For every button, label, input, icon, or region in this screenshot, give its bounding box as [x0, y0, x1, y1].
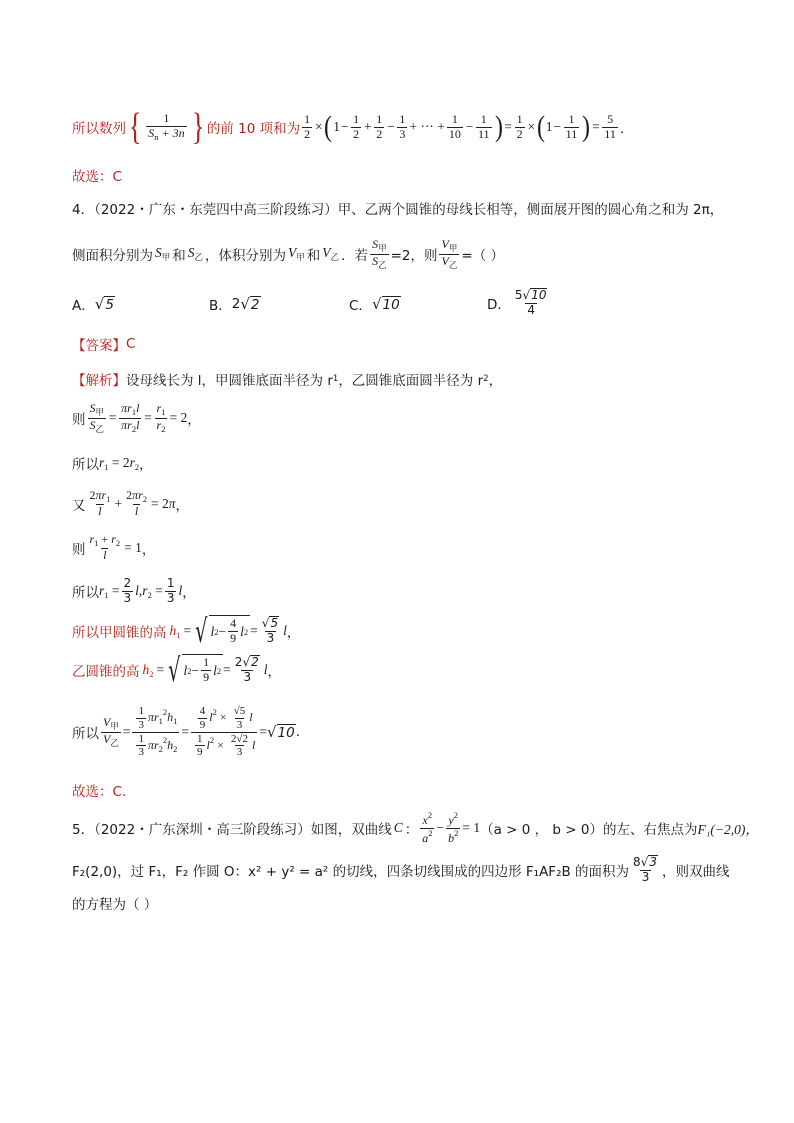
q5-line3: 的方程为（ ） — [72, 897, 158, 913]
angle-sum-line: 又 $\frac{2\pi r_1}{l}$ + $\frac{2\pi r_2}{l}$ = 2π ， — [72, 487, 190, 519]
option-d[interactable]: D． 5 √ 10 4 — [487, 288, 547, 317]
height-jia-line: 所以甲圆锥的高 $h_1$ = √ l 2 − $\frac{4}{9}$ l 2 = √ 5 3 l ， — [72, 612, 301, 650]
q4-choice: 故选：C. — [72, 784, 127, 800]
prev-choice: 故选：C — [72, 169, 122, 185]
answer-line — [72, 334, 135, 354]
prev-solution-sum-line — [72, 104, 633, 150]
sum-r-line: 则 $\frac{r_1 + r_2}{l}$ = 1 ， — [72, 531, 156, 563]
height-yi-line: 乙圆锥的高 $h_2$ = √ l 2 − $\frac{1}{9}$ l 2 = 2 √ 2 3 l ， — [72, 651, 281, 689]
q4-head: 4．（2022・广东・东莞四中高三阶段练习）甲、乙两个圆锥的母线长相等，侧面展开图的圆心角之和为 2π， — [72, 202, 724, 218]
right-brace: } — [191, 106, 205, 148]
r-values-line: 所以 $r_1$ = $\frac{2}{3}$ $l,r_2$ = $\frac{1}{3}$ l ， — [72, 575, 196, 605]
option-c[interactable]: C． √ 10 — [349, 295, 400, 314]
answer-label: 【答案】 — [72, 338, 126, 354]
option-b[interactable]: B． 2 √ 2 — [209, 295, 260, 314]
option-a[interactable]: A． √ 5 — [72, 295, 114, 314]
sum-mid-text: 的前 10 项和为 — [206, 121, 301, 137]
q4-line2: 侧面积分别为 $S_甲$ 和 $S_乙$ ，体积分别为 $V_甲$ 和 $V_乙$ ．若 $\frac{S_甲}{S_乙}$ =2，则 $\frac{V_甲}{V_乙}$ =（ ） — [72, 236, 504, 270]
ratio-line: 则 $\frac{S_甲}{S_乙}$ = $\frac{\pi r_1l}{\pi r_2l}$ = $\frac{r_1}{r_2}$ = 2 ， — [72, 400, 201, 434]
q5-line1: 5．（2022・广东深圳・高三阶段练习）如图，双曲线 C ： $\frac{x^2}{a^2}$ − $\frac{y^2}{b^2}$ = 1 （a > 0 ， b > 0）的左、右焦点为 F₁(−2,0)， — [72, 809, 759, 845]
sum-result-fraction: $\frac{5}{11}$ — [604, 111, 616, 141]
q5-line2: F₂(2,0)，过 F₁，F₂ 作圆 O：x² + y² = a² 的切线，四条切线围成的四边形 F₁AF₂B 的面积为 8 √ 3 3 ，则双曲线 — [72, 855, 730, 884]
answer-value: C — [126, 336, 136, 352]
left-brace: { — [128, 106, 142, 148]
r-relation-line: 所以 $r_1 = 2r_2$ ， — [72, 454, 153, 473]
analysis-line: 【解析】 设母线长为 l，甲圆锥底面半径为 r 1 ，乙圆锥底面圆半径为 r 2 ， — [72, 373, 503, 389]
sum-expression: $\frac{1}{2}$ × ( 1 − $\frac{1}{2}$ + $\frac{1}{2}$ − $\frac{1}{3}$ + ··· + $\frac{1}{10}$ − $\frac{1}{11}$ ) = $\frac{1}{2}$ × ( 1 − $\frac{1}{11}$ ) = $\frac{5}{11}$ ． — [304, 110, 634, 143]
sum-prefix: 所以数列 — [72, 121, 126, 137]
volume-ratio-line: 所以 $\frac{V_甲}{V_乙}$ = $\frac{1}{3}$ $\pi r_1^2h_1$ $\frac{1}{3}$ $\pi r_2^2h_2$ = $\frac{4}{9}$ $l^2$ × $\frac{√5}{3}$ l $\frac{1}{9}$ $l^2$ × $\frac{2√2}{3}$ l = √ 10 . — [72, 705, 300, 759]
sequence-term-fraction: $\frac{1}{S_n + 3n}$ — [148, 110, 185, 142]
